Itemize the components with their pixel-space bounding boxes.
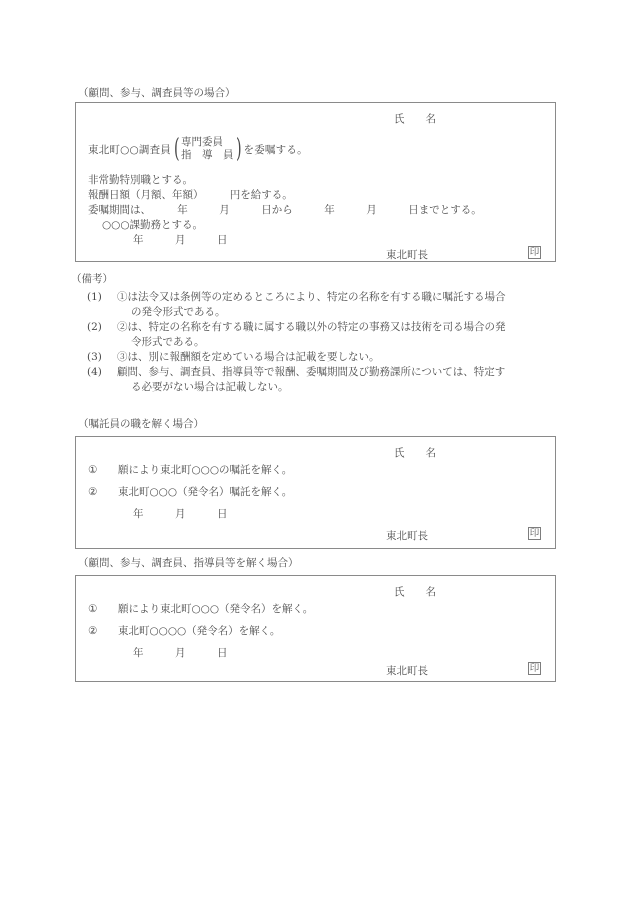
note-item-4	[87, 365, 557, 395]
note-text-1-line2: の発令形式である。	[131, 306, 226, 318]
form-box-advisor-appointment	[75, 102, 556, 262]
bracket-close-icon: )	[235, 134, 242, 164]
note-number-2: (2)	[87, 321, 102, 333]
advisor-release-item-2-text: 東北町○○○○（発令名）を解く。	[118, 625, 281, 637]
advisor-release-item-2-number: ②	[88, 625, 98, 637]
note-text-2-line2: 令形式である。	[131, 336, 205, 348]
signer-advisor-release: 東北町長	[386, 665, 428, 677]
name-label-advisor-appointment: 氏 名	[394, 113, 436, 125]
release-item-1-text: 願により東北町○○○の嘱託を解く。	[118, 464, 293, 476]
note-text-4-line2: る必要がない場合は記載しない。	[131, 381, 289, 393]
note-item-1	[87, 290, 557, 320]
advisor-release-item-1-number: ①	[88, 603, 98, 615]
bracket-open-icon: (	[174, 134, 180, 164]
seal-stamp-icon-advisor-release: 印	[529, 663, 540, 674]
form-box-advisor-release	[75, 575, 556, 682]
advisor-release-item-1-text: 願により東北町○○○（発令名）を解く。	[118, 603, 314, 615]
seal-stamp-icon-commission-release: 印	[529, 528, 540, 539]
caption-advisor-appointment: （顧問、参与、調査員等の場合）	[78, 87, 236, 99]
position-choice-2: 指 導 員	[181, 149, 234, 161]
note-number-4: (4)	[87, 366, 102, 378]
signer-commission-release: 東北町長	[386, 530, 428, 542]
name-label-advisor-release: 氏 名	[394, 586, 436, 598]
note-text-1-line1: ①は法令又は条例等の定めるところにより、特定の名称を有する職に嘱託する場合	[117, 291, 506, 303]
name-label-commission-release: 氏 名	[394, 447, 436, 459]
release-item-1-number: ①	[88, 464, 98, 476]
release-item-2-text: 東北町○○○（発令名）嘱託を解く。	[118, 486, 293, 498]
signer-advisor-appointment: 東北町長	[386, 249, 428, 261]
line-issue-date-commission-release: 年 月 日	[133, 508, 228, 520]
note-number-3: (3)	[87, 351, 102, 363]
appointment-prefix: 東北町○○調査員	[88, 143, 172, 156]
notes-heading: （備考）	[71, 273, 113, 285]
appointment-suffix: を委嘱する。	[243, 143, 308, 156]
release-item-2-number: ②	[88, 486, 98, 498]
form-box-commission-release	[75, 436, 556, 549]
line-issue-date-advisor-release: 年 月 日	[133, 647, 228, 659]
line-remuneration: 報酬日額（月額、年額） 円を給する。	[88, 189, 293, 201]
caption-advisor-release: （顧問、参与、調査員、指導員等を解く場合）	[78, 557, 299, 569]
note-item-2	[87, 320, 557, 350]
seal-stamp-icon-advisor-appointment: 印	[529, 247, 540, 258]
position-choice-stack	[181, 136, 234, 162]
line-issue-date: 年 月 日	[133, 234, 228, 246]
appointment-statement	[88, 134, 308, 164]
note-text-3-line1: ③は、別に報酬額を定めている場合は記載を要しない。	[117, 351, 380, 363]
position-choice-1: 専門委員	[181, 136, 224, 148]
note-text-4-line1: 顧問、参与、調査員、指導員等で報酬、委嘱期間及び勤務課所については、特定す	[117, 366, 506, 378]
note-number-1: (1)	[87, 291, 102, 303]
bracket-group-position-choices	[172, 136, 243, 162]
note-text-2-line1: ②は、特定の名称を有する職に属する職以外の特定の事務又は技術を司る場合の発	[117, 321, 506, 333]
line-assigned-division: ○○○課勤務とする。	[102, 219, 203, 231]
caption-commission-release: （嘱託員の職を解く場合）	[78, 418, 204, 430]
note-item-3	[87, 350, 557, 365]
line-commission-period: 委嘱期間は、 年 月 日から 年 月 日までとする。	[88, 204, 482, 216]
line-nonregular-status: 非常勤特別職とする。	[88, 174, 193, 186]
